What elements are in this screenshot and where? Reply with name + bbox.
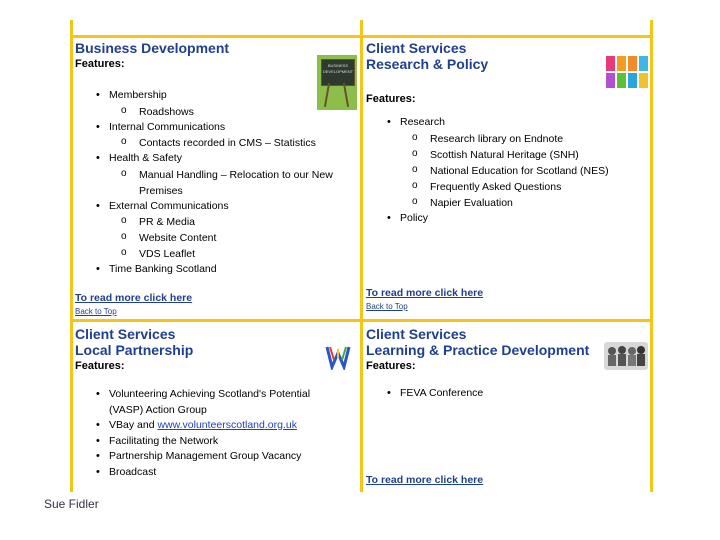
list-subitem: o Napier Evaluation: [400, 195, 648, 211]
section-title-line2: Local Partnership: [75, 342, 194, 358]
newsletter-grid: [70, 20, 652, 492]
list-subitem: o Research library on Endnote: [400, 131, 648, 147]
list-item: • Research o Research library on Endnote o Scottish Natural Heritage (SNH) o National Education for Scotland (NES) o Frequently Asked Questions o Napier Evaluation: [366, 115, 648, 211]
list-subitem: o Roadshows: [109, 104, 357, 120]
w-logo-icon: [325, 344, 351, 370]
back-to-top-link[interactable]: Back to Top: [75, 307, 117, 316]
read-more-link[interactable]: To read more click here: [366, 474, 484, 486]
section-title: Business Development: [75, 40, 230, 56]
list-subitem: o PR & Media: [109, 214, 357, 230]
business-development-cell: [75, 40, 357, 316]
list-subitem: o Website Content: [109, 230, 357, 246]
author-footer: Sue Fidler: [44, 497, 99, 511]
local-partnership-cell: [75, 326, 357, 492]
learning-practice-cell: [366, 326, 648, 492]
features-label: Features:: [366, 93, 416, 105]
list-item: • VBay and www.volunteerscotland.org.uk: [75, 418, 357, 434]
grid-line: [70, 35, 653, 38]
list-item: • Partnership Management Group Vacancy: [75, 449, 357, 465]
list-subitem: o VDS Leaflet: [109, 246, 357, 262]
section-title-line1: Client Services: [366, 40, 467, 56]
section-title-line1: Client Services: [366, 326, 467, 342]
list-item: • Facilitating the Network: [75, 434, 357, 450]
list-subitem: o Scottish Natural Heritage (SNH): [400, 147, 648, 163]
features-list: [75, 88, 357, 278]
research-policy-cell: [366, 40, 648, 316]
features-label: Features:: [75, 360, 125, 372]
list-item: • Broadcast: [75, 465, 357, 481]
back-to-top-link[interactable]: Back to Top: [366, 302, 408, 311]
section-title-line2: Learning & Practice Development: [366, 342, 590, 358]
grid-line: [650, 20, 653, 492]
chalkboard-text: BUSINESS DEVELOPMENT: [321, 59, 355, 86]
features-label: Features:: [75, 58, 125, 70]
volunteerscotland-link[interactable]: www.volunteerscotland.org.uk: [157, 419, 297, 431]
list-subitem: o Frequently Asked Questions: [400, 179, 648, 195]
read-more-link[interactable]: To read more click here: [75, 292, 193, 304]
features-label: Features:: [366, 360, 416, 372]
list-item: • FEVA Conference: [366, 386, 648, 402]
grid-line: [360, 20, 363, 492]
list-item: • Internal Communications o Contacts recorded in CMS – Statistics: [75, 120, 357, 152]
features-list: [75, 386, 357, 480]
list-subitem: o Manual Handling – Relocation to our New Premises: [109, 167, 349, 199]
list-subitem: o National Education for Scotland (NES): [400, 163, 648, 179]
section-title-line2: Research & Policy: [366, 56, 489, 72]
read-more-link[interactable]: To read more click here: [366, 287, 484, 299]
grid-line: [70, 20, 73, 492]
list-item: • Volunteering Achieving Scotland's Potential (VASP) Action Group: [75, 386, 339, 418]
grid-line: [70, 319, 653, 322]
people-group-photo-icon: [604, 342, 648, 370]
list-item: • Membership o Roadshows: [75, 88, 357, 120]
features-list: [366, 386, 648, 402]
colorful-keys-icon: [606, 56, 648, 90]
list-item: • Policy: [366, 211, 648, 227]
list-subitem: o Contacts recorded in CMS – Statistics: [109, 135, 357, 151]
list-item: • External Communications o PR & Media o Website Content o VDS Leaflet: [75, 199, 357, 263]
section-title-line1: Client Services: [75, 326, 176, 342]
list-item: • Health & Safety o Manual Handling – Relocation to our New Premises: [75, 151, 357, 199]
list-item: • Time Banking Scotland: [75, 262, 357, 278]
features-list: [366, 115, 648, 226]
